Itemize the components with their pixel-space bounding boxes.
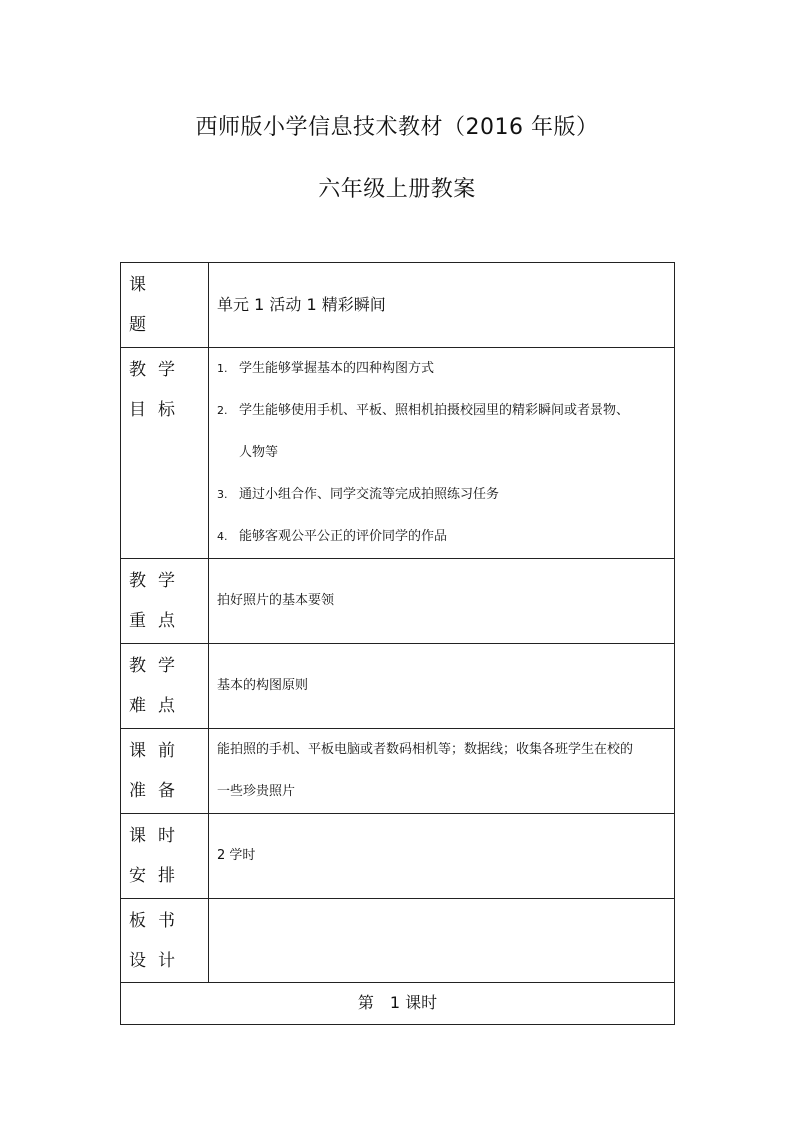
label-cell-preparation [121, 729, 209, 814]
goal-item-2-cont [217, 432, 668, 474]
goal-item-4 [217, 516, 668, 558]
goal-text-3: 通过小组合作、同学交流等完成拍照练习任务 [239, 487, 500, 502]
label-cell-topic [121, 263, 209, 348]
value-cell-schedule [209, 814, 675, 899]
value-topic: 单元 1 活动 1 精彩瞬间 [217, 295, 386, 314]
goal-num-3: 3. [217, 488, 228, 501]
lesson-plan-table [120, 262, 675, 1025]
goal-text-4: 能够客观公平公正的评价同学的作品 [239, 529, 448, 544]
label-key-points: 教学重点 [129, 571, 187, 631]
row-schedule [121, 814, 675, 899]
value-difficulties: 基本的构图原则 [217, 678, 309, 693]
label-cell-board [121, 899, 209, 983]
row-board [121, 899, 675, 983]
label-cell-goals [121, 348, 209, 559]
value-schedule: 2 学时 [217, 848, 256, 863]
goal-num-4: 4. [217, 530, 228, 543]
label-cell-key-points [121, 559, 209, 644]
value-cell-key-points [209, 559, 675, 644]
goal-num-2: 2. [217, 404, 228, 417]
row-goals [121, 348, 675, 559]
label-goals: 教学目标 [129, 360, 187, 420]
goal-item-2 [217, 390, 668, 432]
document-subtitle: 六年级上册教案 [318, 177, 476, 202]
value-cell-difficulties [209, 644, 675, 729]
goal-item-1 [217, 348, 668, 390]
row-key-points [121, 559, 675, 644]
value-cell-topic [209, 263, 675, 348]
label-difficulties: 教学难点 [129, 656, 187, 716]
goal-text-2-cont: 人物等 [239, 445, 279, 460]
goal-item-3 [217, 474, 668, 516]
row-difficulties [121, 644, 675, 729]
preparation-line-2: 一些珍贵照片 [217, 784, 296, 799]
preparation-line-1: 能拍照的手机、平板电脑或者数码相机等；数据线；收集各班学生在校的 [217, 742, 634, 757]
value-key-points: 拍好照片的基本要领 [217, 593, 335, 608]
label-preparation: 课前准备 [129, 741, 187, 801]
value-cell-goals [209, 348, 675, 559]
label-cell-schedule [121, 814, 209, 899]
lesson-number: 第 1 课时 [357, 993, 438, 1012]
value-cell-board [209, 899, 675, 983]
goal-num-1: 1. [217, 362, 228, 375]
lesson-cell [121, 983, 675, 1025]
row-preparation [121, 729, 675, 814]
label-schedule: 课时安排 [129, 826, 187, 886]
label-cell-difficulties [121, 644, 209, 729]
label-topic: 课题 [129, 275, 146, 335]
value-cell-preparation [209, 729, 675, 814]
goal-text-1: 学生能够掌握基本的四种构图方式 [239, 361, 435, 376]
row-lesson [121, 983, 675, 1025]
document-title: 西师版小学信息技术教材（2016 年版） [195, 115, 599, 140]
goal-text-2: 学生能够使用手机、平板、照相机拍摄校园里的精彩瞬间或者景物、 [239, 403, 630, 418]
label-board: 板书设计 [129, 911, 187, 971]
row-topic [121, 263, 675, 348]
